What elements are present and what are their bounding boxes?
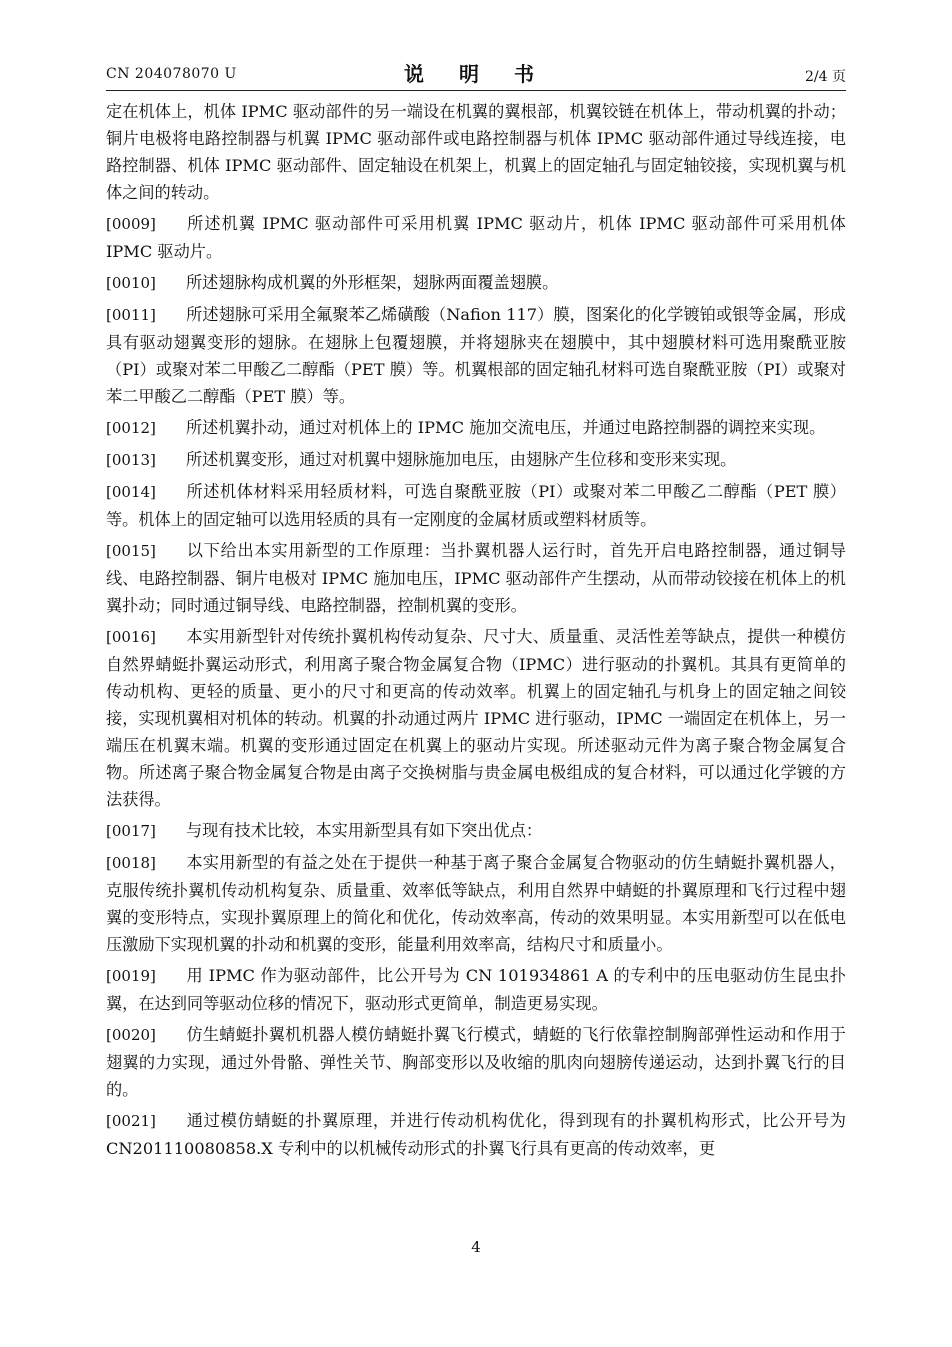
paragraph-text: 所述机体材料采用轻质材料，可选自聚酰亚胺（PI）或聚对苯二甲酸乙二醇酯（PET 膜）等。机体上的固定轴可以选用轻质的具有一定刚度的金属材质或塑料材质等。 xyxy=(106,482,846,529)
paragraph-text: 本实用新型的有益之处在于提供一种基于离子聚合金属复合物驱动的仿生蜻蜓扑翼机器人，克服传统扑翼机传动机构复杂、质量重、效率低等缺点，利用自然界中蜻蜓的扑翼原理和飞行过程中翅翼的变形特点，实现扑翼原理上的简化和优化，传动效率高，传动的效果明显。本实用新型可以在低电压激励下实现机翼的扑动和机翼的变形，能量利用效率高，结构尺寸和质量小。 xyxy=(106,853,846,954)
paragraph-text: 仿生蜻蜓扑翼机机器人模仿蜻蜓扑翼飞行模式，蜻蜓的飞行依靠控制胸部弹性运动和作用于翅翼的力实现，通过外骨骼、弹性关节、胸部变形以及收缩的肌肉向翅膀传递运动，达到扑翼飞行的目的。 xyxy=(106,1025,846,1099)
paragraph-text: 与现有技术比较，本实用新型具有如下突出优点： xyxy=(186,821,543,840)
paragraph-text: 所述机翼扑动，通过对机体上的 IPMC 施加交流电压，并通过电路控制器的调控来实现。 xyxy=(186,418,826,437)
paragraph-number: [0019] xyxy=(106,967,156,985)
paragraph xyxy=(106,301,846,410)
paragraph-number: [0009] xyxy=(106,215,156,233)
paragraph xyxy=(106,817,846,845)
paragraph-text: 所述机翼变形，通过对机翼中翅脉施加电压，由翅脉产生位移和变形来实现。 xyxy=(186,450,737,469)
paragraph-number: [0018] xyxy=(106,854,156,872)
page-number: 4 xyxy=(471,1238,481,1256)
paragraph xyxy=(106,414,846,442)
paragraph-number: [0010] xyxy=(106,274,156,292)
paragraph xyxy=(106,962,846,1017)
paragraph xyxy=(106,849,846,958)
paragraph-number: [0021] xyxy=(106,1112,156,1130)
paragraph-number: [0017] xyxy=(106,822,156,840)
paragraph-text: 以下给出本实用新型的工作原理：当扑翼机器人运行时，首先开启电路控制器，通过铜导线、电路控制器、铜片电极对 IPMC 施加电压，IPMC 驱动部件产生摆动，从而带动铰接在机体上的机翼扑动；同时通过铜导线、电路控制器，控制机翼的变形。 xyxy=(106,541,846,615)
paragraph xyxy=(106,98,846,206)
paragraph-number: [0014] xyxy=(106,483,156,501)
page-header xyxy=(106,58,846,90)
paragraph-number: [0011] xyxy=(106,306,156,324)
paragraph-text: 本实用新型针对传统扑翼机构传动复杂、尺寸大、质量重、灵活性差等缺点，提供一种模仿自然界蜻蜓扑翼运动形式，利用离子聚合物金属复合物（IPMC）进行驱动的扑翼机。其具有更简单的传动机构、更轻的质量、更小的尺寸和更高的传动效率。机翼上的固定轴孔与机身上的固定轴之间铰接，实现机翼相对机体的转动。机翼的扑动通过两片 IPMC 进行驱动，IPMC 一端固定在机体上，另一端压在机翼末端。机翼的变形通过固定在机翼上的驱动片实现。所述驱动元件为离子聚合物金属复合物。所述离子聚合物金属复合物是由离子交换树脂与贵金属电极组成的复合材料，可以通过化学镀的方法获得。 xyxy=(106,627,846,809)
paragraph xyxy=(106,446,846,474)
paragraph xyxy=(106,1021,846,1103)
paragraph-number: [0015] xyxy=(106,542,156,560)
patent-number: CN 204078070 U xyxy=(106,66,237,82)
paragraph xyxy=(106,623,846,813)
header-rule xyxy=(106,90,846,91)
paragraph xyxy=(106,478,846,533)
page-indicator: 2/4 页 xyxy=(805,69,846,85)
document-body xyxy=(106,98,846,1166)
paragraph xyxy=(106,1107,846,1162)
document-title: 说 明 书 xyxy=(404,62,548,86)
paragraph-text: 所述翅脉构成机翼的外形框架，翅脉两面覆盖翅膜。 xyxy=(186,273,559,292)
paragraph-number: [0012] xyxy=(106,419,156,437)
paragraph-text: 通过模仿蜻蜓的扑翼原理，并进行传动机构优化，得到现有的扑翼机构形式，比公开号为 CN201110080858.X 专利中的以机械传动形式的扑翼飞行具有更高的传动效率，更 xyxy=(106,1111,846,1158)
paragraph-number: [0013] xyxy=(106,451,156,469)
paragraph-text: 所述机翼 IPMC 驱动部件可采用机翼 IPMC 驱动片，机体 IPMC 驱动部件可采用机体 IPMC 驱动片。 xyxy=(106,214,846,261)
paragraph-text: 所述翅脉可采用全氟聚苯乙烯磺酸（Nafion 117）膜，图案化的化学镀铂或银等金属，形成具有驱动翅翼变形的翅脉。在翅脉上包覆翅膜，并将翅脉夹在翅膜中，其中翅膜材料可选用聚酰亚胺（PI）或聚对苯二甲酸乙二醇酯（PET 膜）等。机翼根部的固定轴孔材料可选自聚酰亚胺（PI）或聚对苯二甲酸乙二醇酯（PET 膜）等。 xyxy=(106,305,846,406)
paragraph xyxy=(106,537,846,619)
paragraph xyxy=(106,269,846,297)
paragraph xyxy=(106,210,846,265)
paragraph-number: [0020] xyxy=(106,1026,156,1044)
paragraph-text: 用 IPMC 作为驱动部件，比公开号为 CN 101934861 A 的专利中的压电驱动仿生昆虫扑翼，在达到同等驱动位移的情况下，驱动形式更简单，制造更易实现。 xyxy=(106,966,846,1013)
paragraph-number: [0016] xyxy=(106,628,156,646)
page-footer xyxy=(0,1238,952,1256)
paragraph-text: 定在机体上，机体 IPMC 驱动部件的另一端设在机翼的翼根部，机翼铰链在机体上，带动机翼的扑动；铜片电极将电路控制器与机翼 IPMC 驱动部件或电路控制器与机体 IPMC 驱动部件通过导线连接，电路控制器、机体 IPMC 驱动部件、固定轴设在机架上，机翼上的固定轴孔与固定轴铰接，实现机翼与机体之间的转动。 xyxy=(106,102,846,202)
